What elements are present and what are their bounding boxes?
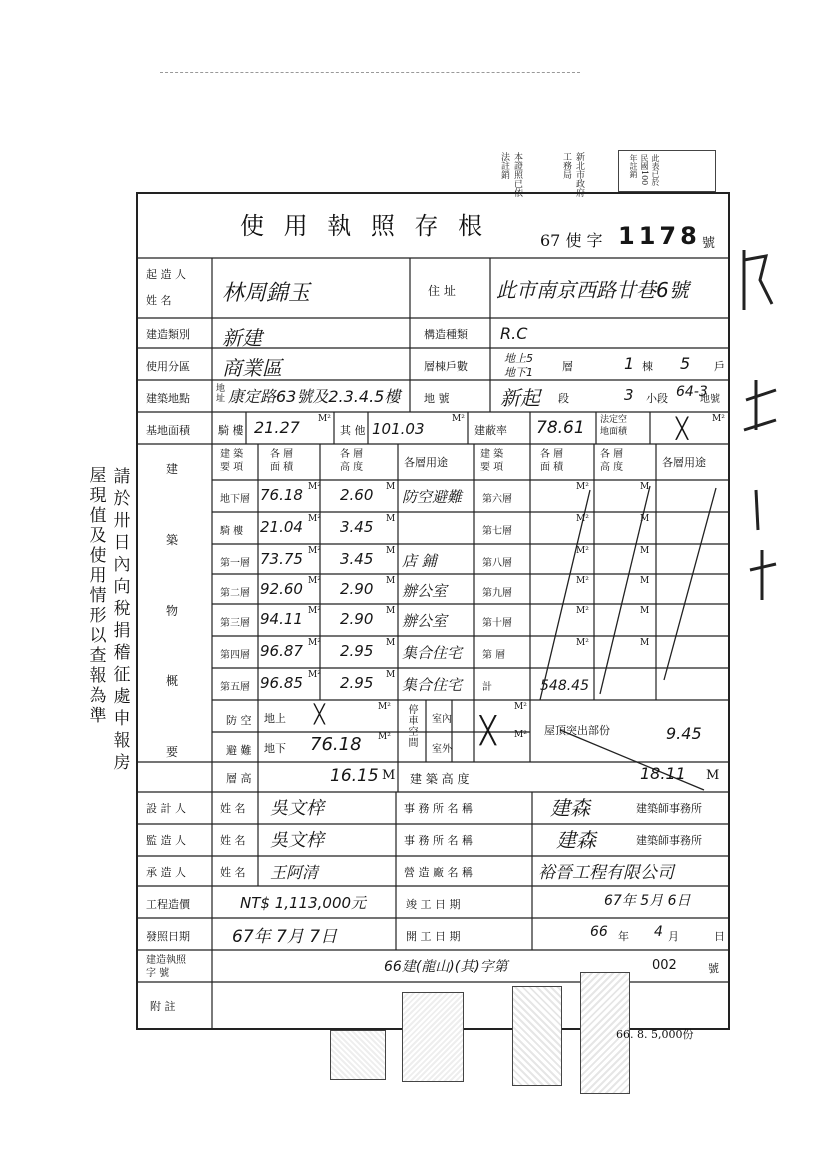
floor-name: 第一層 xyxy=(220,558,250,569)
floor-area: 96.87 xyxy=(260,642,303,660)
building-summary-char: 物 xyxy=(166,603,179,618)
floor-area-unit-right: M² xyxy=(576,546,589,556)
structure-value: R.C xyxy=(500,324,528,343)
use-zone-value: 商業區 xyxy=(222,356,282,380)
subsection-unit: 小段 xyxy=(646,392,668,405)
permit-no-label-top: 建造執照 xyxy=(146,955,186,966)
parking-indoor-label: 室內 xyxy=(432,714,452,725)
designer-name: 吳文梓 xyxy=(270,798,324,819)
open-space-value: ╳ xyxy=(676,416,689,440)
floor-height: 2.95 xyxy=(340,674,374,692)
completion-date-value: 67年 5月 6日 xyxy=(604,893,691,909)
floor-name-right: 第十層 xyxy=(482,618,512,629)
layer-unit: 層 xyxy=(562,360,573,373)
col-header-height-bottom: 高 度 xyxy=(340,462,364,473)
owner-label-bottom: 姓 名 xyxy=(146,294,172,307)
parking-unit-2: M² xyxy=(514,730,527,740)
floor-name-right: 第六層 xyxy=(482,494,512,505)
side-note-char: 為 xyxy=(89,686,107,706)
side-note2-char: 請 xyxy=(113,467,131,487)
lot-value: 64-3 xyxy=(676,384,708,400)
start-month: 4 xyxy=(654,924,663,940)
cost-value: NT$ 1,113,000元 xyxy=(240,894,367,912)
floor-name: 第三層 xyxy=(220,618,250,629)
side-note-char: 情 xyxy=(89,586,107,606)
col-header-area xyxy=(270,448,293,474)
side-note-char: 以 xyxy=(89,626,107,646)
designer-office: 建森 xyxy=(550,796,590,820)
building-height-label: 建 築 高 度 xyxy=(410,772,470,786)
open-space-label-top: 法定空 xyxy=(600,415,628,425)
floor-area: 76.18 xyxy=(260,486,303,504)
side-note-left-2 xyxy=(110,466,134,774)
floor-area-unit: M² xyxy=(308,546,321,556)
owner-label-top: 起 造 人 xyxy=(146,268,186,281)
floor-height: 2.90 xyxy=(340,580,374,598)
floor-height-unit-right: M xyxy=(640,576,650,586)
lot-unit: 地號 xyxy=(700,394,720,405)
building-height-value: 18.11 xyxy=(640,764,686,783)
side-note-char: 值 xyxy=(89,506,107,526)
location-prefix-top: 地 xyxy=(216,384,226,394)
floor-area: 21.04 xyxy=(260,518,303,536)
floor-name: 第二層 xyxy=(220,588,250,599)
floor-use: 集合住宅 xyxy=(402,676,463,694)
floor-area-unit-right: M² xyxy=(576,638,589,648)
parking-value: ╳ xyxy=(480,716,496,746)
parking-unit-1: M² xyxy=(514,702,527,712)
floor-name-right: 第 層 xyxy=(482,650,506,661)
contractor-company-label: 營 造 廠 名 稱 xyxy=(404,866,473,879)
side-note-char: 用 xyxy=(89,566,107,586)
coverage-value: 78.61 xyxy=(536,418,585,438)
floor-name: 第五層 xyxy=(220,682,250,693)
floor-area: 94.11 xyxy=(260,610,303,628)
floor-use: 防空避難 xyxy=(402,488,463,506)
subsection-value: 3 xyxy=(624,386,634,404)
floor-name-right: 第八層 xyxy=(482,558,512,569)
permit-number-suffix: 號 xyxy=(702,236,716,251)
supervisor-office-suffix: 建築師事務所 xyxy=(636,834,702,847)
side-note-char: 現 xyxy=(89,486,107,506)
open-space-label-bottom: 地面積 xyxy=(600,427,628,437)
start-month-unit: 月 xyxy=(668,930,679,943)
use-zone-label: 使用分區 xyxy=(146,360,190,373)
floor-height-unit: M xyxy=(386,576,396,586)
designer-label: 設 計 人 xyxy=(146,802,186,815)
issue-date-label: 發照日期 xyxy=(146,930,190,943)
floor-area-unit: M² xyxy=(308,670,321,680)
side-note2-char: 處 xyxy=(113,687,131,707)
arcade-value: 21.27 xyxy=(254,418,300,437)
permit-no-value: 66建(龍山)(其)字第 xyxy=(384,959,508,975)
side-note2-char: 征 xyxy=(113,665,131,685)
floors-count-label: 層棟戶數 xyxy=(424,360,468,373)
floor-height-unit: M xyxy=(386,482,396,492)
height-label: 層 高 xyxy=(226,772,252,785)
structure-label: 構造種類 xyxy=(424,328,468,341)
arcade-unit: M² xyxy=(318,414,331,424)
cancel-stamp-1: 本證照已依法註銷 xyxy=(499,152,522,197)
shelter-above-value: ╳ xyxy=(314,704,325,725)
cancel-stamp-2: 新北市政府工務局 xyxy=(561,152,584,197)
floor-height-unit-right: M xyxy=(640,638,650,648)
shelter-above-label: 地上 xyxy=(264,712,286,725)
side-note2-char: 申 xyxy=(113,709,131,729)
col-header-area-r-bottom: 面 積 xyxy=(540,462,564,473)
start-year-unit: 年 xyxy=(618,930,629,943)
side-note2-char: 報 xyxy=(113,731,131,751)
building-height-unit: M xyxy=(706,768,720,783)
remarks-label: 附 註 xyxy=(150,1000,176,1013)
owner-address-label: 住 址 xyxy=(428,284,456,298)
building-type-label: 建造類別 xyxy=(146,328,190,341)
col-header-floor-r xyxy=(480,448,503,474)
side-note2-char: 於 xyxy=(113,489,131,509)
contractor-name-label: 姓 名 xyxy=(220,866,246,879)
floor-area-unit: M² xyxy=(308,514,321,524)
side-note-col xyxy=(86,466,110,726)
other-value: 101.03 xyxy=(372,420,425,438)
col-header-use: 各層用途 xyxy=(404,456,448,469)
side-note2-char: 卅 xyxy=(113,511,131,531)
shelter-label xyxy=(226,706,252,766)
floor-use: 辦公室 xyxy=(402,582,448,600)
floor-height-unit-right: M xyxy=(640,606,650,616)
floor-height-unit-right: M xyxy=(640,514,650,524)
completion-date-label: 竣 工 日 期 xyxy=(406,898,461,911)
roof-label: 屋頂突出部份 xyxy=(544,724,610,737)
parking-label: 停車空間 xyxy=(406,704,417,748)
start-year: 66 xyxy=(590,924,608,940)
building-summary-char: 要 xyxy=(166,745,179,759)
supervisor-name: 吳文梓 xyxy=(270,830,324,851)
col-header-area-r xyxy=(540,448,563,474)
area-label: 基地面積 xyxy=(146,424,190,437)
floor-use: 集合住宅 xyxy=(402,644,463,662)
floor-area: 73.75 xyxy=(260,550,303,568)
floor-use: 店 鋪 xyxy=(402,552,437,570)
height-value: 16.15 xyxy=(330,766,379,786)
issue-date-value: 67年 7月 7日 xyxy=(232,927,338,947)
permit-no-label-bottom: 字 號 xyxy=(146,968,170,979)
floor-area-unit: M² xyxy=(308,482,321,492)
other-unit: M² xyxy=(452,414,465,424)
side-note2-char: 稽 xyxy=(113,643,131,663)
floor-height-unit: M xyxy=(386,606,396,616)
print-info: 66. 8. 5,000份 xyxy=(616,1028,694,1041)
floor-area-unit-right: M² xyxy=(576,606,589,616)
permit-no-number: 002 xyxy=(652,958,677,973)
permit-number-prefix: 67 使 字 xyxy=(540,231,603,250)
col-header-height-top: 各 層 xyxy=(340,449,364,460)
open-space-unit: M² xyxy=(712,414,725,424)
floor-name-right: 計 xyxy=(482,682,492,693)
floor-height-unit: M xyxy=(386,514,396,524)
building-count: 1 xyxy=(624,354,635,373)
floor-name: 第四層 xyxy=(220,650,250,661)
col-header-area-r-top: 各 層 xyxy=(540,449,564,460)
designer-office-label: 事 務 所 名 稱 xyxy=(404,802,473,815)
floor-area-unit: M² xyxy=(308,638,321,648)
form-title: 使 用 執 照 存 根 xyxy=(240,212,489,240)
floor-area-unit-right: M² xyxy=(576,514,589,524)
building-summary-label xyxy=(166,460,178,760)
right-edge-marks xyxy=(736,240,816,660)
seal-stamp-1 xyxy=(330,1030,386,1080)
side-note-col-2 xyxy=(110,466,134,774)
col-header-floor-r-top: 建 築 xyxy=(480,449,504,460)
col-header-height-r xyxy=(600,448,623,474)
cancel-stamp-3: 此表已於民國100年註銷 xyxy=(629,154,660,186)
supervisor-office: 建森 xyxy=(556,828,596,852)
shelter-above-unit: M² xyxy=(378,702,391,712)
floor-height-unit-right: M xyxy=(640,546,650,556)
side-note2-char: 稅 xyxy=(113,599,131,619)
floor-name-right: 第九層 xyxy=(482,588,512,599)
start-day-unit: 日 xyxy=(714,930,725,943)
supervisor-label: 監 造 人 xyxy=(146,834,186,847)
coverage-label: 建蔽率 xyxy=(474,424,507,437)
col-header-area-bottom: 面 積 xyxy=(270,462,294,473)
designer-name-label: 姓 名 xyxy=(220,802,246,815)
side-note-char: 形 xyxy=(89,606,107,626)
roof-value: 9.45 xyxy=(666,724,702,743)
contractor-label: 承 造 人 xyxy=(146,866,186,879)
supervisor-office-label: 事 務 所 名 稱 xyxy=(404,834,473,847)
building-summary-char: 建 xyxy=(166,462,179,476)
cost-label: 工程造價 xyxy=(146,898,190,911)
col-header-area-top: 各 層 xyxy=(270,449,294,460)
col-header-height-r-bottom: 高 度 xyxy=(600,462,624,473)
floor-area-right: 548.45 xyxy=(540,678,589,694)
seal-stamp-2 xyxy=(402,992,464,1082)
floor-height-unit: M xyxy=(386,670,396,680)
shelter-label-bottom: 避 難 xyxy=(226,744,252,757)
floor-area-unit: M² xyxy=(308,606,321,616)
scan-artifact-line xyxy=(160,72,580,73)
start-date-label: 開 工 日 期 xyxy=(406,930,461,943)
floor-height-unit: M xyxy=(386,638,396,648)
floor-height: 2.95 xyxy=(340,642,374,660)
open-space-label xyxy=(600,414,627,438)
section-value: 新起 xyxy=(500,386,540,410)
building-summary-char: 築 xyxy=(166,532,179,547)
other-label: 其 他 xyxy=(340,424,366,437)
col-header-height-r-top: 各 層 xyxy=(600,449,624,460)
col-header-use-r: 各層用途 xyxy=(662,456,706,469)
floor-area: 92.60 xyxy=(260,580,303,598)
side-note-text xyxy=(86,770,99,771)
side-note2-char: 捐 xyxy=(113,621,131,641)
shelter-below-unit: M² xyxy=(378,732,391,742)
floor-area-unit-right: M² xyxy=(576,576,589,586)
side-note2-char: 向 xyxy=(113,577,131,597)
contractor-name: 王阿清 xyxy=(270,863,319,882)
floor-area-unit-right: M² xyxy=(576,482,589,492)
household-count: 5 xyxy=(680,354,691,373)
owner-address: 此市南京西路廿巷6號 xyxy=(496,278,689,302)
side-note-char: 準 xyxy=(89,706,107,726)
side-note-char: 報 xyxy=(89,666,107,686)
floors-above: 地上5 xyxy=(504,352,533,365)
floor-height: 3.45 xyxy=(340,550,374,568)
col-header-floor xyxy=(220,448,243,474)
seal-stamp-3 xyxy=(512,986,562,1086)
building-summary-char: 概 xyxy=(166,674,179,689)
side-note2-char: 房 xyxy=(113,753,131,773)
side-note-char: 及 xyxy=(89,526,107,546)
col-header-floor-top: 建 築 xyxy=(220,449,244,460)
floor-name-right: 第七層 xyxy=(482,526,512,537)
floor-height: 2.60 xyxy=(340,486,374,504)
shelter-below-label: 地下 xyxy=(264,742,286,755)
location-prefix-bottom: 址 xyxy=(216,394,226,404)
shelter-below-value: 76.18 xyxy=(310,734,362,755)
col-header-floor-bottom: 要 項 xyxy=(220,462,244,473)
floor-height-unit: M xyxy=(386,546,396,556)
col-header-height xyxy=(340,448,363,474)
location-prefix xyxy=(216,384,225,404)
side-note-char: 使 xyxy=(89,546,107,566)
floor-name: 騎 樓 xyxy=(220,526,244,537)
side-note-char: 屋 xyxy=(89,466,107,486)
floor-height: 2.90 xyxy=(340,610,374,628)
contractor-company: 裕晉工程有限公司 xyxy=(538,863,674,883)
side-note-left xyxy=(86,466,110,726)
floor-name: 地下層 xyxy=(220,494,250,505)
floor-height-unit-right: M xyxy=(640,482,650,492)
side-note2-char: 內 xyxy=(113,555,131,575)
floors-below: 地下1 xyxy=(504,366,533,379)
owner-name: 林周錦玉 xyxy=(222,281,311,306)
shelter-label-top: 防 空 xyxy=(226,714,252,727)
permit-no-label xyxy=(146,954,186,980)
floor-use: 辦公室 xyxy=(402,612,448,630)
building-type-value: 新建 xyxy=(222,326,262,350)
floor-area-unit: M² xyxy=(308,576,321,586)
permit-number: 1178 xyxy=(618,222,701,250)
lot-label: 地 號 xyxy=(424,392,450,405)
location-label: 建築地點 xyxy=(146,392,190,405)
arcade-label: 騎 樓 xyxy=(218,424,244,437)
parking-outdoor-label: 室外 xyxy=(432,744,452,755)
floor-area: 96.85 xyxy=(260,674,303,692)
location-address: 康定路63號及2.3.4.5樓 xyxy=(228,387,401,406)
height-unit: M xyxy=(382,768,396,783)
floor-height: 3.45 xyxy=(340,518,374,536)
permit-no-suffix: 號 xyxy=(708,962,719,975)
supervisor-name-label: 姓 名 xyxy=(220,834,246,847)
section-unit: 段 xyxy=(558,392,569,405)
designer-office-suffix: 建築師事務所 xyxy=(636,802,702,815)
household-unit: 戶 xyxy=(714,360,725,373)
col-header-floor-r-bottom: 要 項 xyxy=(480,462,504,473)
side-note-char: 查 xyxy=(89,646,107,666)
side-note2-char: 日 xyxy=(113,533,131,553)
building-unit: 棟 xyxy=(642,360,653,373)
